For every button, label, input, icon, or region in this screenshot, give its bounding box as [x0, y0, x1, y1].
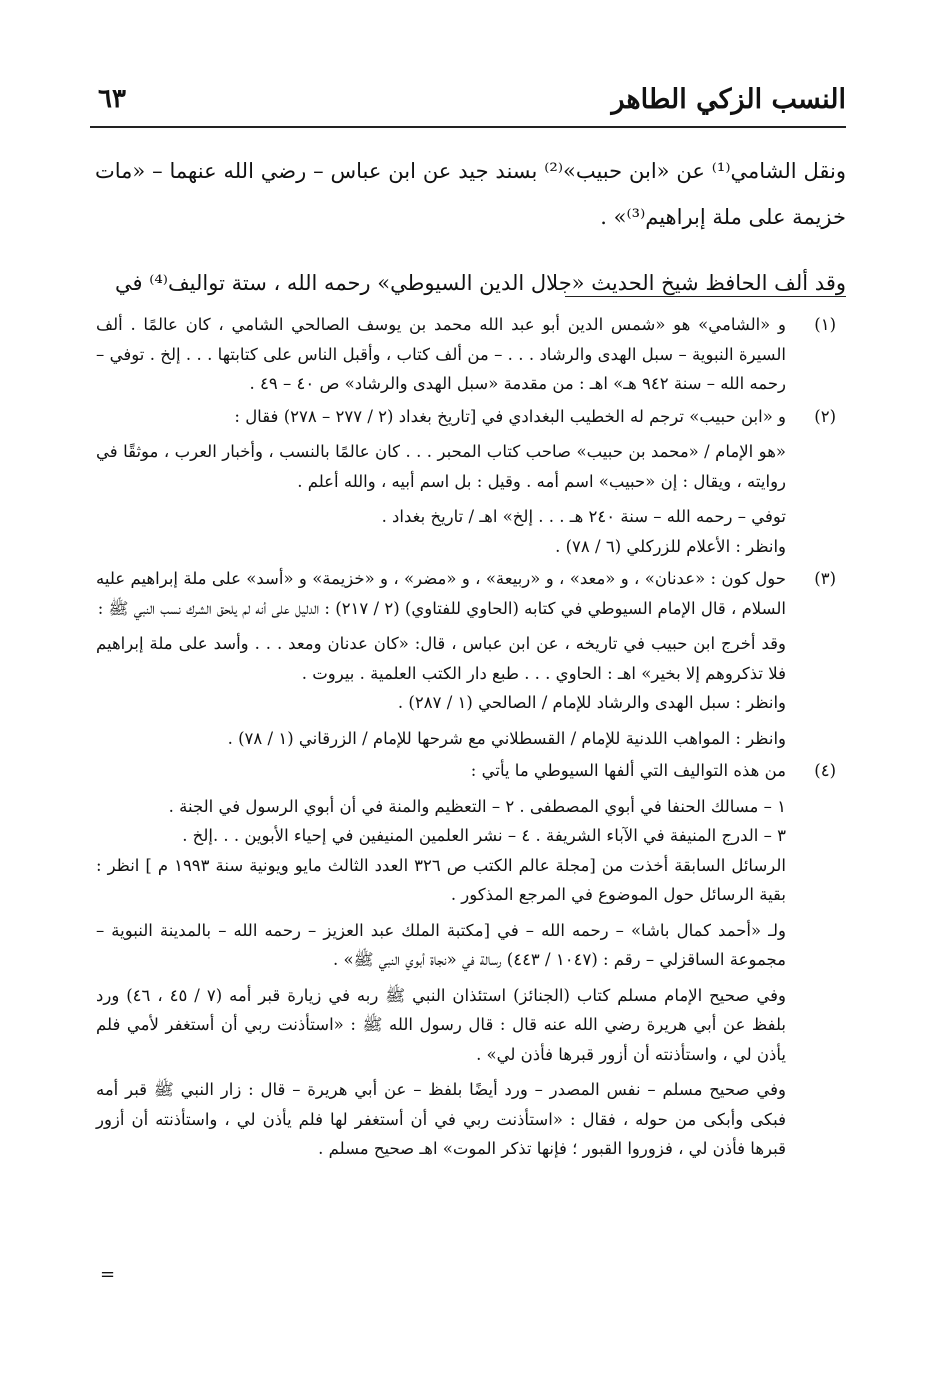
page-header [90, 78, 846, 128]
footnote-number: (٣) [814, 569, 836, 588]
footnote-paragraph: الرسائل السابقة أخذت من [مجلة عالم الكتب ص ٣٢٦ العدد الثالث مايو ويونية سنة ١٩٩٣ م ] انظر : بقية الرسائل حول الموضوع في المرجع المذكور . [96, 855, 787, 904]
continuation-mark: = [100, 1264, 116, 1285]
footnote-paragraph: حول كون : «عدنان» ، و «معد» ، و «ربيعة» ، و «مضر» ، و «خزيمة» و «أسد» على ملة إبراهيم عليه السلام ، قال الإمام السيوطي في كتابه (الحاوي للفتاوي) (٢ / ٢١٧) : الدليل على أنه لم يلحق الشرك نسب النبي ﷺ : [96, 569, 786, 618]
footnote-paragraph: وانظر : المواهب اللدنية للإمام / القسطلاني مع شرحها للإمام / الزرقاني (١ / ٧٨) . [227, 728, 786, 748]
footnote-paragraph: وانظر : سبل الهدى والرشاد للإمام / الصالحي (١ / ٢٨٧) . [397, 693, 786, 712]
footnotes [96, 310, 836, 1167]
footnote-paragraph: وفي صحيح مسلم – نفس المصدر – ورد أيضًا بلفظ – عن أبي هريرة – قال : زار النبي ﷺ قبر أمه فبكى وأبكى من حوله ، فقال : «استأذنت ربي في أن أستغفر لها فلم يأذن لي ، واستأذنته أن أزور قبرها فأذن لي ، فزوروا القبور ؛ فإنها تذكر الموت» اهـ صحيح مسلم . [96, 1080, 786, 1158]
running-title: النسب الزكي الطاهر [611, 84, 846, 115]
footnote-3 [96, 564, 836, 753]
footnote-paragraph: وقد أخرج ابن حبيب في تاريخه ، عن ابن عباس ، قال: «كان عدنان ومعد . . . وأسد على ملة إبراهيم فلا تذكروهم إلا بخير» اهـ : الحاوي . . . طبع دار الكتب العلمية . بيروت . [96, 634, 786, 683]
footnote-paragraph: توفي – رحمه الله – سنة ٢٤٠ هـ . . . إلخ» اهـ / تاريخ بغداد . [381, 507, 786, 526]
footnote-4 [96, 756, 836, 1164]
footnote-paragraph: ٣ – الدرج المنيفة في الآباء الشريفة . ٤ – نشر العلمين المنيفين في إحياء الأبوين . . .إلخ . [182, 826, 786, 845]
main-paragraph-2: وقد ألف الحافظ شيخ الحديث «جلال الدين السيوطي» رحمه الله ، ستة تواليف⁽⁴⁾ في [114, 271, 846, 295]
footnote-2 [96, 402, 836, 562]
footnote-paragraph: و «الشامي» هو «شمس الدين أبو عبد الله محمد بن يوسف الصالحي الشامي ، كان عالمًا . ألف السيرة النبوية – سبل الهدى والرشاد . . . – من ألف كتاب ، وأقبل الناس على كتابتها . . . إلخ . توفي – رحمه الله – سنة ٩٤٢ هـ» اهـ : من مقدمة «سبل الهدى والرشاد» ص ٤٠ – ٤٩ . [96, 315, 786, 393]
footnote-number: (٢) [814, 406, 836, 426]
page-number: ٦٣ [98, 84, 126, 114]
footnote-paragraph: وفي صحيح الإمام مسلم كتاب (الجنائز) استئذان النبي ﷺ ربه في زيارة قبر أمه (٧ / ٤٥ ، ٤٦) ورد بلفظ عن أبي هريرة رضي الله عنه قال : قال رسول الله ﷺ : «استأذنت ربي أن أستغفر لأمي فلم يأذن لي ، واستأذنته أن أزور قبرها فأذن لي» . [96, 985, 786, 1064]
footnote-paragraph: ولـ «أحمد كمال باشا» – رحمه الله – في [مكتبة الملك عبد العزيز – رحمه الله – بالمدينة النبوية – مجموعة الساقزلي – رقم : (١٠٤٧ / ٤٤٣) رسالة في «نجاة أبوي النبي ﷺ» . [96, 920, 786, 969]
main-paragraph-1: ونقل الشامي⁽¹⁾ عن «ابن حبيب»⁽²⁾ بسند جيد عن ابن عباس – رضي الله عنهما – «مات خزيمة على ملة إبراهيم⁽³⁾» . [95, 159, 847, 229]
footnote-1 [96, 310, 836, 399]
footnote-number: (١) [814, 315, 836, 334]
footnote-paragraph: «هو الإمام / «محمد بن حبيب» صاحب كتاب المحبر . . . كان عالمًا بالنسب ، وأخبار العرب ، موثقًا في روايته ، ويقال : إن «حبيب» اسم أمه . وقيل : بل اسم أبيه ، والله أعلم . [96, 442, 786, 491]
footnote-paragraph: ١ – مسالك الحنفا في أبوي المصطفى . ٢ – التعظيم والمنة في أن أبوي الرسول في الجنة . [168, 796, 786, 816]
main-text [95, 148, 846, 306]
footnote-separator [565, 296, 846, 297]
footnote-paragraph: و «ابن حبيب» ترجم له الخطيب البغدادي في [تاريخ بغداد (٢ / ٢٧٧ – ٢٧٨) فقال : [234, 406, 786, 426]
footnote-paragraph: من هذه التواليف التي ألفها السيوطي ما يأتي : [470, 761, 786, 780]
footnote-paragraph: وانظر : الأعلام للزركلي (٦ / ٧٨) . [555, 536, 786, 556]
footnote-number: (٤) [814, 761, 836, 780]
